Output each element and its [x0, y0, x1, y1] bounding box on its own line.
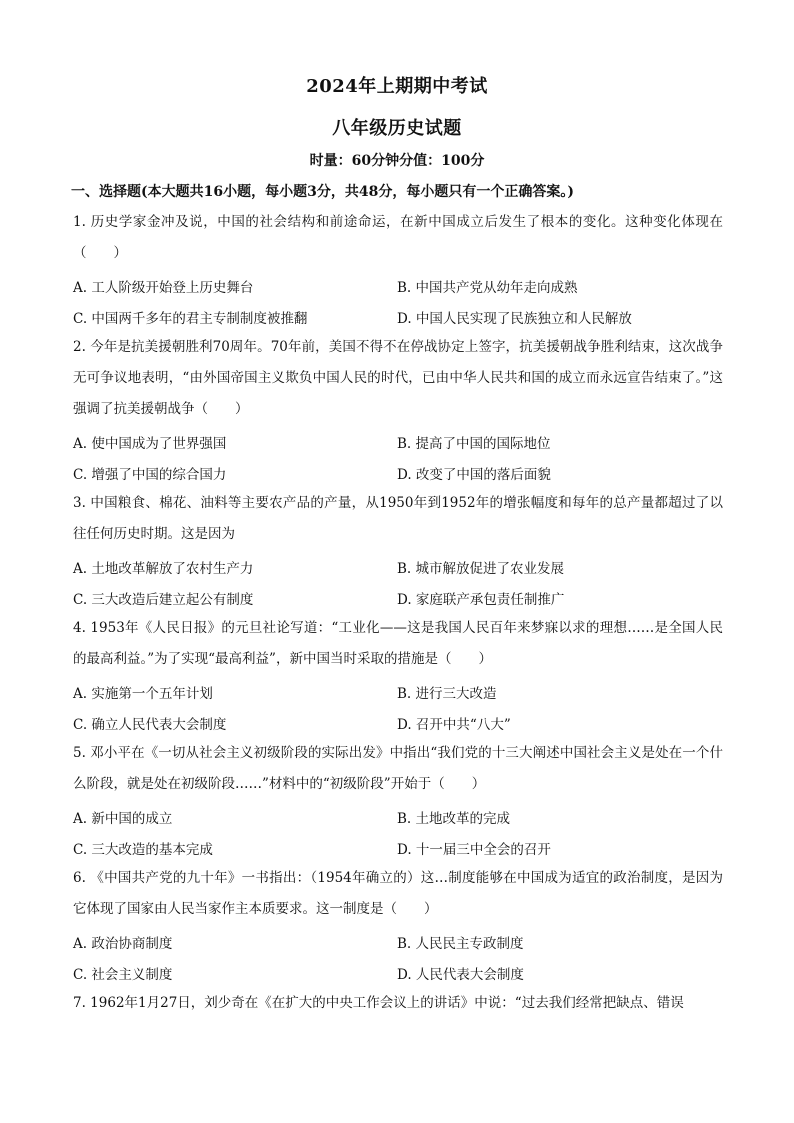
exam-meta: 时量：60分钟分值：100分: [309, 153, 485, 169]
section-heading: 一、选择题(本大题共16小题，每小题3分，共48分，每小题只有一个正确答案。): [71, 184, 574, 200]
question-4-option-c: C. 确立人民代表大会制度: [73, 717, 227, 733]
question-4-option-d: D. 召开中共“八大”: [397, 717, 511, 733]
question-4-option-b: B. 进行三大改造: [397, 686, 497, 702]
question-3-option-d: D. 家庭联产承包责任制推广: [397, 592, 565, 608]
question-3-stem: 3. 中国粮食、棉花、油料等主要农产品的产量，从1950年到1952年的增张幅度和每年的总产量都超过了以往任何历史时期。这是因为: [73, 495, 723, 542]
question-2-stem: 2. 今年是抗美援朝胜利70周年。70年前，美国不得不在停战协定上签字，抗美援朝战争胜利结束，这次战争无可争议地表明，“由外国帝国主义欺负中国人民的时代，已由中华人民共和国的成立而永远宣告结束了。”这强调了抗美援朝战争（ ）: [73, 339, 723, 417]
question-6-stem: 6. 《中国共产党的九十年》一书指出：（1954年确立的）这…制度能够在中国成为适宜的政治制度，是因为它体现了国家由人民当家作主本质要求。这一制度是（ ）: [73, 870, 723, 917]
question-1-option-a: A. 工人阶级开始登上历史舞台: [73, 280, 254, 296]
question-3-option-a: A. 土地改革解放了农村生产力: [73, 561, 254, 577]
question-6-option-c: C. 社会主义制度: [73, 967, 173, 983]
question-6-option-b: B. 人民民主专政制度: [397, 936, 524, 952]
question-2-option-b: B. 提高了中国的国际地位: [397, 436, 551, 452]
question-5-stem: 5. 邓小平在《一切从社会主义初级阶段的实际出发》中指出“我们党的十三大阐述中国社会主义是处在一个什么阶段，就是处在初级阶段……”材料中的“初级阶段”开始于（ ）: [73, 745, 723, 792]
question-1-option-d: D. 中国人民实现了民族独立和人民解放: [397, 311, 632, 327]
question-5-option-a: A. 新中国的成立: [73, 811, 173, 827]
question-2-option-a: A. 使中国成为了世界强国: [73, 436, 227, 452]
question-3-option-c: C. 三大改造后建立起公有制度: [73, 592, 254, 608]
question-1-stem: 1. 历史学家金冲及说，中国的社会结构和前途命运，在新中国成立后发生了根本的变化。这种变化体现在（ ）: [73, 214, 723, 261]
exam-subtitle: 八年级历史试题: [332, 118, 462, 139]
question-2-option-c: C. 增强了中国的综合国力: [73, 467, 227, 483]
question-1-option-b: B. 中国共产党从幼年走向成熟: [397, 280, 578, 296]
question-6-option-d: D. 人民代表大会制度: [397, 967, 524, 983]
question-1-option-c: C. 中国两千多年的君主专制制度被推翻: [73, 311, 308, 327]
question-6-option-a: A. 政治协商制度: [73, 936, 173, 952]
question-5-option-b: B. 土地改革的完成: [397, 811, 511, 827]
question-5-option-c: C. 三大改造的基本完成: [73, 842, 213, 858]
question-5-option-d: D. 十一届三中全会的召开: [397, 842, 551, 858]
question-3-option-b: B. 城市解放促进了农业发展: [397, 561, 565, 577]
exam-title: 2024年上期期中考试: [306, 76, 488, 97]
question-4-stem: 4. 1953年《人民日报》的元旦社论写道：“工业化——这是我国人民百年来梦寐以求的理想……是全国人民的最高利益。”为了实现“最高利益”，新中国当时采取的措施是（ ）: [73, 620, 723, 667]
question-4-option-a: A. 实施第一个五年计划: [73, 686, 213, 702]
question-7-stem: 7. 1962年1月27日，刘少奇在《在扩大的中央工作会议上的讲话》中说：“过去我们经常把缺点、错误: [73, 995, 684, 1011]
question-2-option-d: D. 改变了中国的落后面貌: [397, 467, 551, 483]
